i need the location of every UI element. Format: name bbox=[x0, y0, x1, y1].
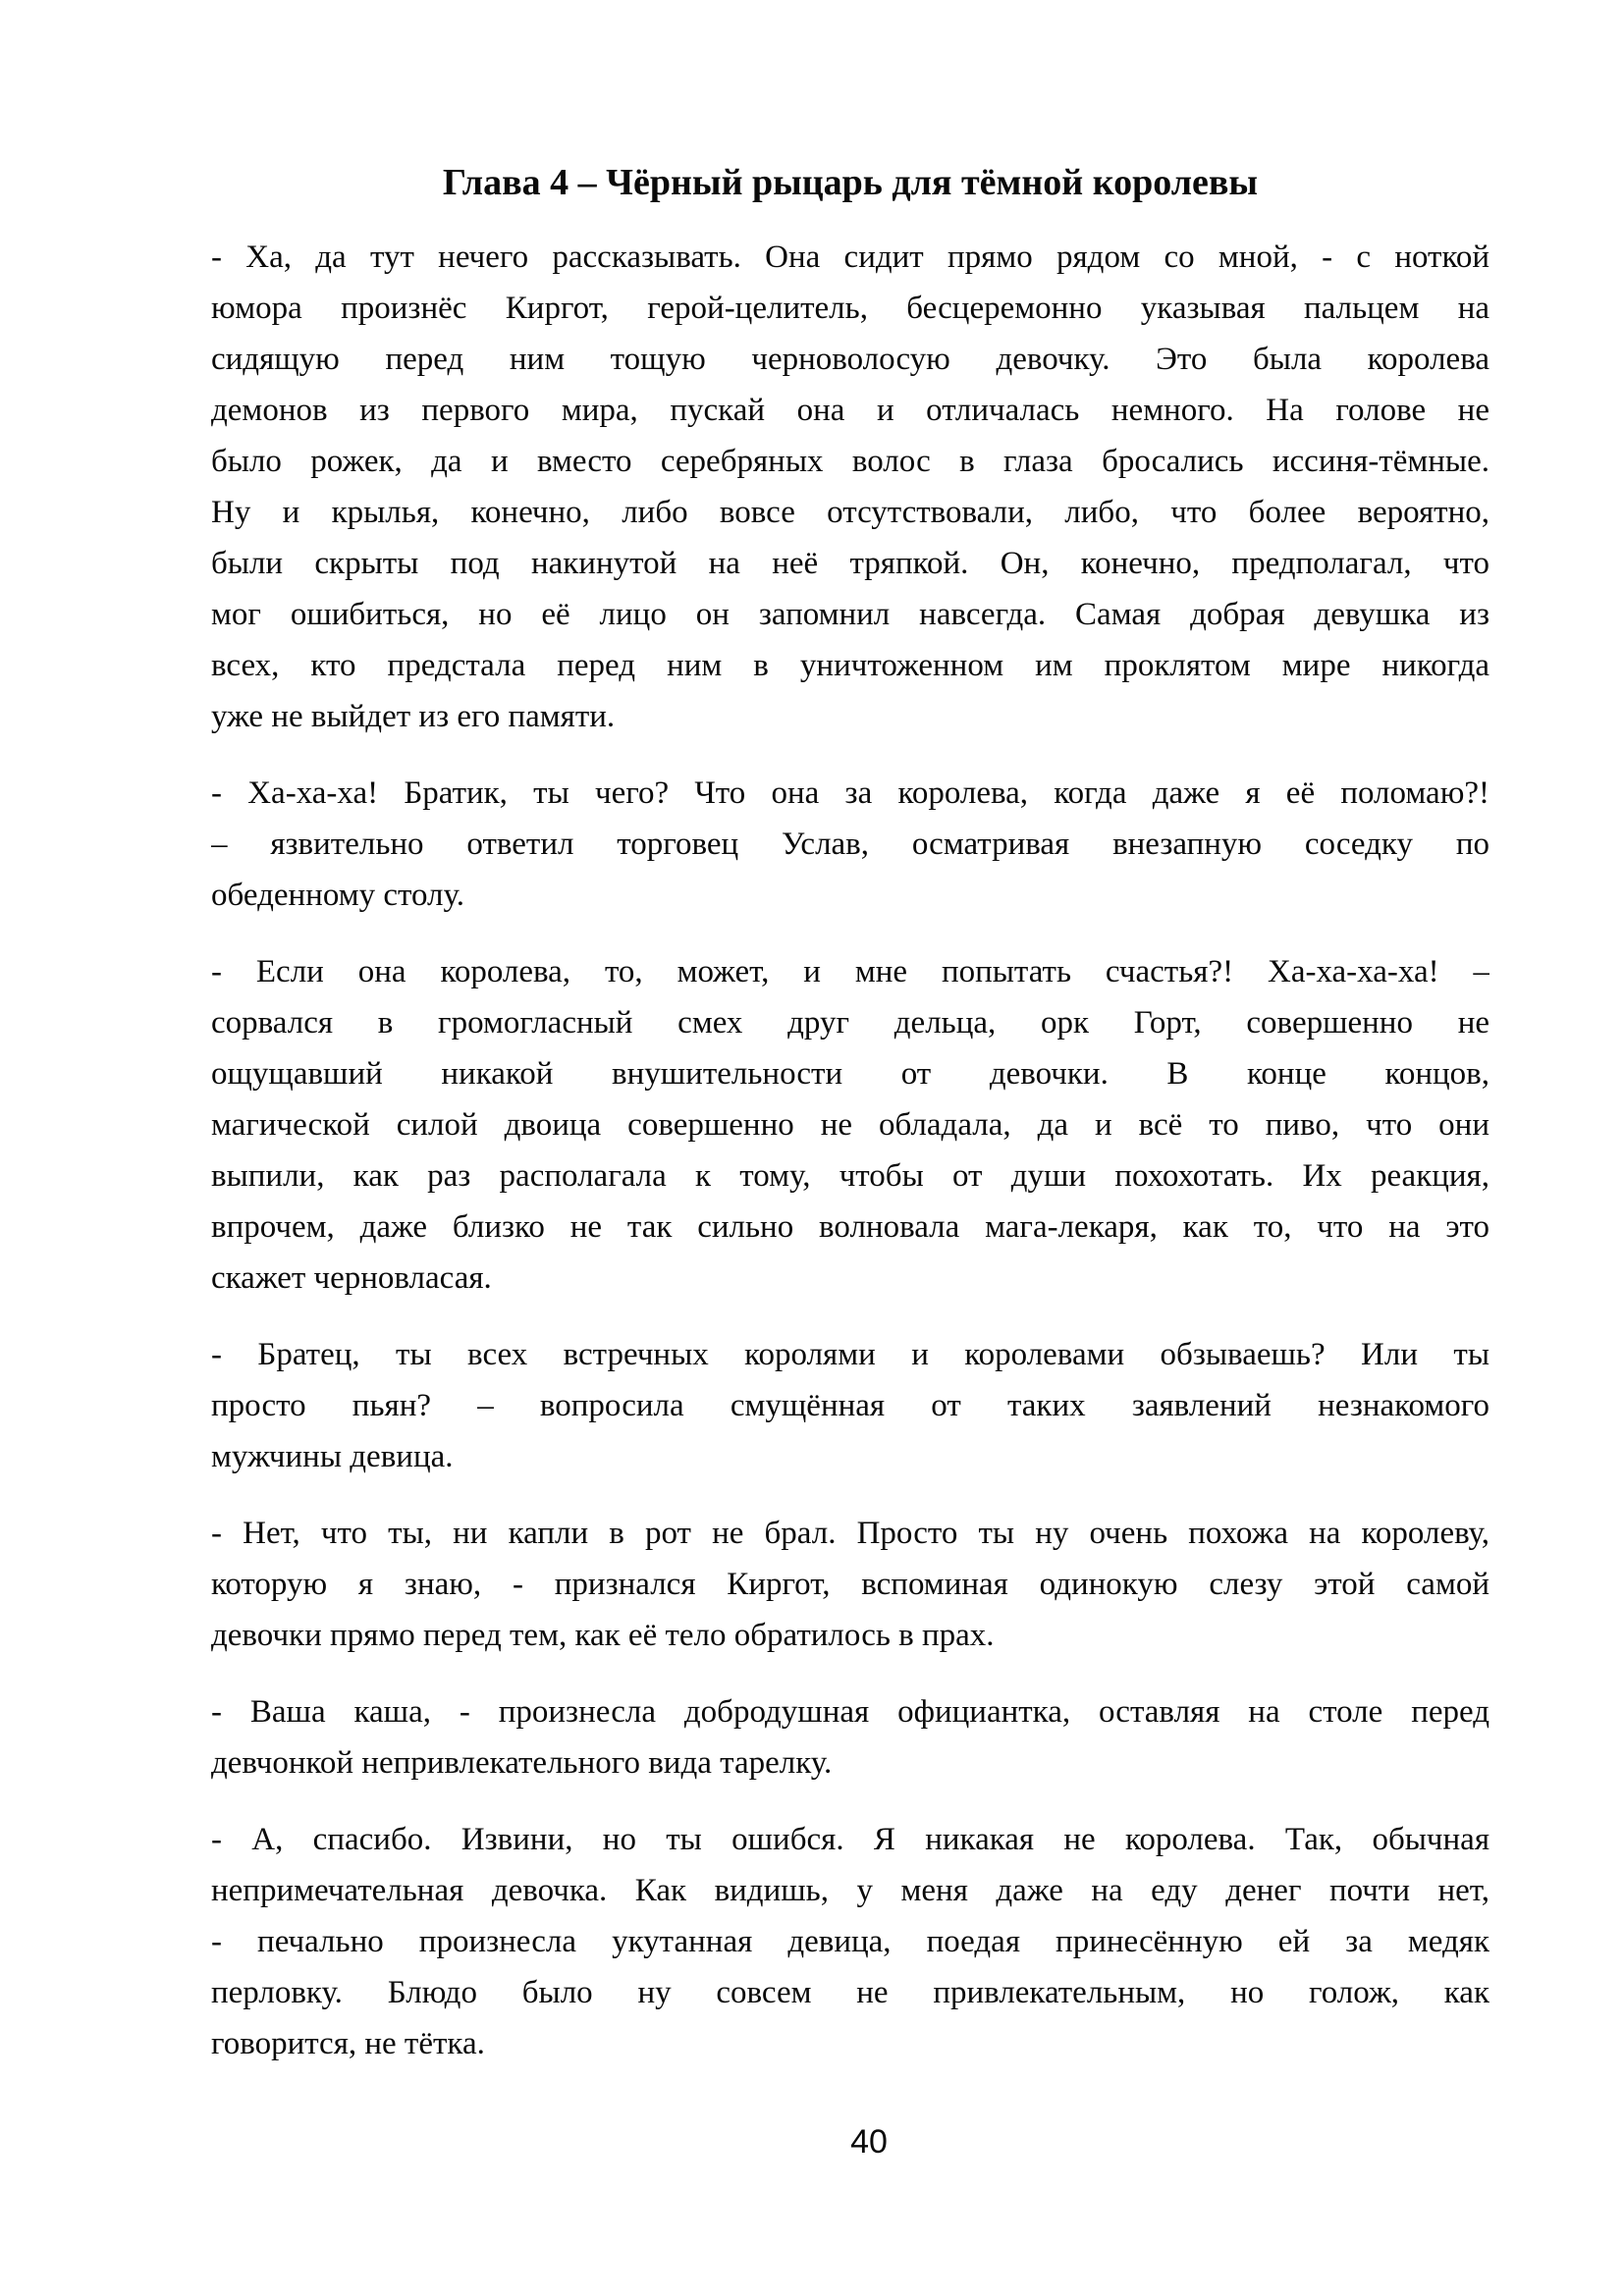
text-line: – язвительно ответил торговец Услав, осматривая внезапную соседку по bbox=[211, 827, 1489, 862]
body-text bbox=[211, 232, 1489, 2095]
text-line: обеденному столу. bbox=[211, 878, 464, 913]
text-line: - Ха, да тут нечего рассказывать. Она сидит прямо рядом со мной, - с ноткой bbox=[211, 240, 1489, 275]
paragraph bbox=[211, 946, 1489, 1304]
text-line: впрочем, даже близко не так сильно волновала мага-лекаря, как то, что на это bbox=[211, 1209, 1489, 1245]
paragraph bbox=[211, 768, 1489, 921]
text-line: ощущавший никакой внушительности от девочки. В конце концов, bbox=[211, 1056, 1489, 1092]
text-line: мужчины девица. bbox=[211, 1439, 454, 1474]
paragraph bbox=[211, 232, 1489, 742]
chapter-title: Глава 4 – Чёрный рыцарь для тёмной королевы bbox=[442, 162, 1259, 203]
text-line: сидящую перед ним тощую черноволосую девочку. Это была королева bbox=[211, 342, 1489, 377]
text-line: Ну и крылья, конечно, либо вовсе отсутствовали, либо, что более вероятно, bbox=[211, 495, 1489, 530]
text-line: сорвался в громогласный смех друг дельца, орк Горт, совершенно не bbox=[211, 1005, 1489, 1041]
text-line: просто пьян? – вопросила смущённая от таких заявлений незнакомого bbox=[211, 1388, 1489, 1423]
text-line: выпили, как раз располагала к тому, чтобы от души похохотать. Их реакция, bbox=[211, 1158, 1489, 1194]
text-line: демонов из первого мира, пускай она и отличалась немного. На голове не bbox=[211, 393, 1489, 428]
text-line: мог ошибиться, но её лицо он запомнил навсегда. Самая добрая девушка из bbox=[211, 597, 1489, 632]
text-line: были скрыты под накинутой на неё тряпкой. Он, конечно, предполагал, что bbox=[211, 546, 1489, 581]
page-number: 40 bbox=[850, 2123, 888, 2161]
paragraph bbox=[211, 1329, 1489, 1482]
text-line: было рожек, да и вместо серебряных волос в глаза бросались иссиня-тёмные. bbox=[211, 444, 1489, 479]
text-line: юмора произнёс Киргот, герой-целитель, бесцеремонно указывая пальцем на bbox=[211, 291, 1489, 326]
paragraph bbox=[211, 1814, 1489, 2069]
text-line: - А, спасибо. Извини, но ты ошибся. Я никакая не королева. Так, обычная bbox=[211, 1822, 1489, 1857]
text-line: говорится, не тётка. bbox=[211, 2026, 485, 2061]
text-line: девчонкой непривлекательного вида тарелку. bbox=[211, 1745, 833, 1781]
text-line: - печально произнесла укутанная девица, поедая принесённую ей за медяк bbox=[211, 1924, 1489, 1959]
text-line: - Нет, что ты, ни капли в рот не брал. Просто ты ну очень похожа на королеву, bbox=[211, 1516, 1489, 1551]
text-line: - Ваша каша, - произнесла добродушная официантка, оставляя на столе перед bbox=[211, 1694, 1489, 1730]
text-line: уже не выйдет из его памяти. bbox=[211, 699, 616, 734]
text-line: которую я знаю, - признался Киргот, вспоминая одинокую слезу этой самой bbox=[211, 1567, 1489, 1602]
text-line: перловку. Блюдо было ну совсем не привлекательным, но голож, как bbox=[211, 1975, 1489, 2010]
text-line: - Ха-ха-ха! Братик, ты чего? Что она за королева, когда даже я её поломаю?! bbox=[211, 775, 1489, 811]
text-line: девочки прямо перед тем, как её тело обратилось в прах. bbox=[211, 1618, 995, 1653]
text-line: магической силой двоица совершенно не обладала, да и всё то пиво, что они bbox=[211, 1107, 1489, 1143]
paragraph bbox=[211, 1508, 1489, 1661]
text-line: скажет черновласая. bbox=[211, 1260, 492, 1296]
text-line: - Если она королева, то, может, и мне попытать счастья?! Ха-ха-ха-ха! – bbox=[211, 954, 1489, 989]
text-line: всех, кто предстала перед ним в уничтоженном им проклятом мире никогда bbox=[211, 648, 1489, 683]
text-line: непримечательная девочка. Как видишь, у меня даже на еду денег почти нет, bbox=[211, 1873, 1489, 1908]
paragraph bbox=[211, 1686, 1489, 1789]
text-line: - Братец, ты всех встречных королями и королевами обзываешь? Или ты bbox=[211, 1337, 1489, 1372]
